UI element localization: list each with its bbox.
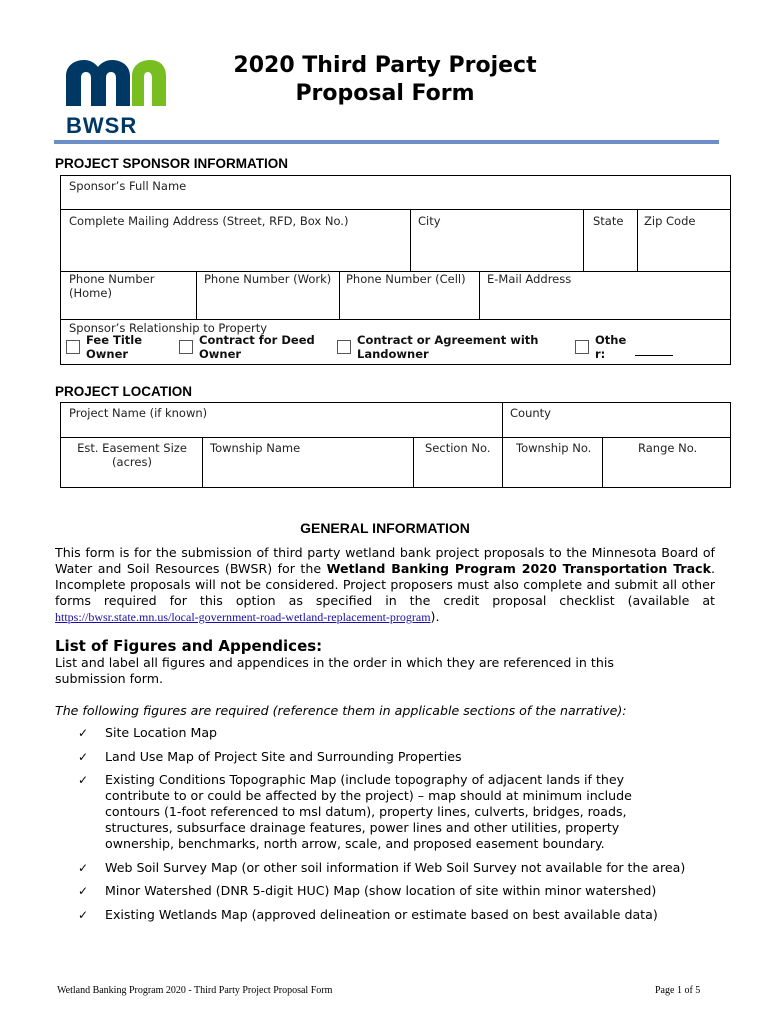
col-divider	[339, 271, 340, 319]
other-checkbox[interactable]	[575, 340, 589, 354]
list-item-text: Existing Wetlands Map (approved delineation or estimate based on best available data)	[105, 906, 658, 922]
header-rule	[54, 140, 719, 144]
list-item	[78, 860, 688, 876]
easement-line2: (acres)	[112, 455, 152, 469]
checkmark-icon: ✓	[78, 726, 89, 740]
checklist-link[interactable]: https://bwsr.state.mn.us/local-government-road-wetland-replacement-program	[55, 610, 431, 624]
col-divider	[583, 209, 584, 271]
list-item-text: Land Use Map of Project Site and Surrounding Properties	[105, 748, 462, 764]
list-item	[78, 883, 688, 899]
phone-cell-label: Phone Number (Cell)	[346, 272, 466, 286]
col-divider	[410, 209, 411, 271]
list-item	[78, 725, 688, 741]
col-divider	[196, 271, 197, 319]
township-name-label: Township Name	[210, 441, 301, 455]
range-no-label: Range No.	[638, 441, 698, 455]
col-divider	[502, 403, 503, 487]
email-label: E-Mail Address	[487, 272, 572, 286]
figures-heading: List of Figures and Appendices:	[55, 637, 323, 655]
fee-title-checkbox[interactable]	[66, 340, 80, 354]
general-info-paragraph	[55, 545, 715, 625]
fee-title-option-label	[86, 333, 142, 361]
col-divider	[602, 437, 603, 487]
checkmark-icon: ✓	[78, 749, 89, 764]
zip-label: Zip Code	[644, 214, 696, 228]
list-item-text: Web Soil Survey Map (or other soil information if Web Soil Survey not available for the area)	[105, 859, 686, 875]
phone-home-label-line2: (Home)	[69, 286, 112, 300]
general-text-1: This form is for the submission of third party wetland bank project proposals to the Minnesota Board of Water and Soil Resources (BWSR) for the	[55, 545, 715, 576]
location-section-heading: PROJECT LOCATION	[55, 384, 193, 399]
col-divider	[413, 437, 414, 487]
contract-for-deed-checkbox[interactable]	[179, 340, 193, 354]
contract-for-deed-line2: Owner	[199, 347, 242, 361]
mailing-address-label: Complete Mailing Address (Street, RFD, Box No.)	[69, 214, 349, 228]
easement-line1: Est. Easement Size	[77, 441, 187, 455]
sponsor-table	[60, 175, 731, 365]
project-name-label: Project Name (if known)	[69, 406, 208, 420]
col-divider	[637, 209, 638, 271]
required-figures-list	[78, 725, 688, 930]
fee-title-line2: Owner	[86, 347, 129, 361]
list-item-text: Minor Watershed (DNR 5-digit HUC) Map (show location of site within minor watershed)	[105, 883, 657, 898]
general-info-heading: GENERAL INFORMATION	[300, 520, 470, 536]
township-no-label: Township No.	[516, 441, 592, 455]
figures-required-note: The following figures are required (reference them in applicable sections of the narrative):	[55, 703, 627, 718]
fee-title-line1: Fee Title	[86, 333, 143, 347]
logo-m-shape	[66, 60, 130, 106]
other-fill-line[interactable]	[635, 355, 673, 356]
location-table	[60, 402, 731, 488]
sponsor-section-heading: PROJECT SPONSOR INFORMATION	[55, 156, 289, 171]
col-divider	[202, 437, 203, 487]
county-label: County	[510, 406, 551, 420]
row-divider	[61, 437, 730, 438]
contract-agreement-option-label	[357, 333, 538, 361]
page-title	[200, 52, 570, 108]
section-no-label: Section No.	[425, 441, 491, 455]
footer-page-number: Page 1 of 5	[655, 985, 701, 996]
relationship-label: Sponsor’s Relationship to Property	[69, 321, 268, 335]
easement-size-label	[65, 441, 199, 469]
other-line2: r:	[595, 347, 606, 361]
other-line1: Othe	[595, 333, 627, 347]
checkmark-icon: ✓	[78, 773, 89, 787]
list-item-text: Site Location Map	[105, 725, 218, 740]
bwsr-logo-text: BWSR	[66, 113, 138, 138]
checkmark-icon: ✓	[78, 860, 89, 875]
logo-n-shape	[132, 60, 166, 106]
other-option-label	[595, 333, 626, 361]
phone-home-label-line1: Phone Number	[69, 272, 155, 286]
row-divider	[61, 209, 730, 210]
general-text-2: . Incomplete proposals will not be considered. Project proposers must also complete and submit all other forms required for this option as specified in the credit proposal checklist (available at	[55, 561, 715, 608]
state-label: State	[593, 214, 624, 228]
phone-home-label	[69, 272, 154, 300]
col-divider	[479, 271, 480, 319]
sponsor-full-name-label: Sponsor’s Full Name	[69, 179, 187, 193]
footer-form-name: Wetland Banking Program 2020 - Third Party Project Proposal Form	[57, 985, 333, 996]
contract-for-deed-option-label	[199, 333, 315, 361]
list-item-text: Existing Conditions Topographic Map (include topography of adjacent lands if they contribute to or could be affected by the project) – map should at minimum include contours (1-foot referenced to msl datum), property lines, culverts, bridges, roads, structures, subsurface drainage features, power lines and other utilities, property ownership, benchmarks, north arrow, scale, and proposed easement boundary.	[105, 772, 632, 851]
general-text-3: ).	[430, 609, 440, 624]
list-item	[78, 772, 688, 852]
phone-work-label: Phone Number (Work)	[204, 272, 332, 286]
checkmark-icon: ✓	[78, 884, 89, 898]
list-item	[78, 749, 688, 765]
contract-for-deed-line1: Contract for Deed	[199, 333, 315, 347]
figures-intro: List and label all figures and appendices in the order in which they are referenced in this submission form.	[55, 655, 614, 686]
checkmark-icon: ✓	[78, 907, 89, 922]
city-label: City	[418, 214, 441, 228]
title-line-1: 2020 Third Party Project	[233, 53, 537, 78]
general-text-bold: Wetland Banking Program 2020 Transportation Track	[326, 561, 711, 576]
title-line-2: Proposal Form	[295, 81, 475, 106]
contract-agreement-checkbox[interactable]	[337, 340, 351, 354]
contract-agreement-line2: Landowner	[357, 347, 429, 361]
list-item	[78, 907, 688, 923]
contract-agreement-line1: Contract or Agreement with	[357, 333, 539, 347]
row-divider	[61, 319, 730, 320]
